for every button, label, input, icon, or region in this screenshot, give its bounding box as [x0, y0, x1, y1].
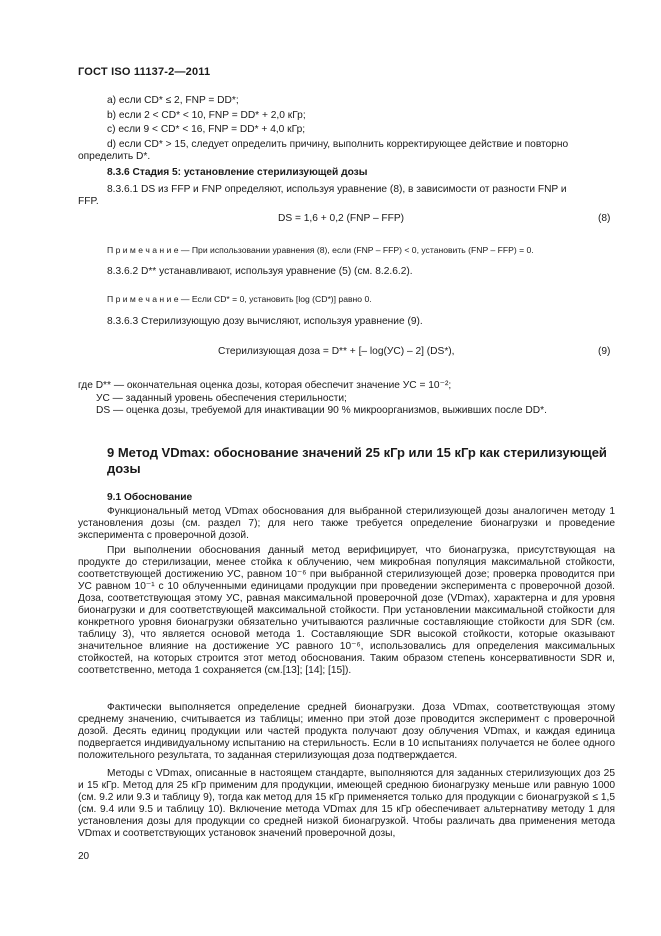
list-item-a: a) если CD* ≤ 2, FNP = DD*; [107, 95, 239, 106]
page-number: 20 [78, 851, 90, 862]
section-9-title-line2: дозы [107, 461, 141, 476]
paragraph-2: При выполнении обоснования данный метод верифицирует, что бионагрузка, присутствующая на продукте до стерилизации, менее стойка к облучению, чем микробная популяция максимальной стойкости, соответствующей достижению УС, равном 10⁻⁶ при выбранной стерилизующей дозе; проверка проводится при УС равном 10⁻¹ с 10 облученными единицами продукции при проведении эксперимента с проверочной дозой. Доза, соответствующая этому УС, равная максимальной проверочной дозе (VDmax), характерна и для уровня бионагрузки и для соответствующей максимальной стойкости. При установлении максимальной стойкости для конкретного уровня бионагрузки обязательно учитываются различные составляющие стойкости для SDR (см. таблицу 3), что является основой метода 1. Составляющие SDR высокой стойкости, которые оказывают значительное влияние на достижение УС равного 10⁻⁶, использовались для определения максимальных стойкостей, на которых строится этот метод обоснования. Таким образом степень консервативности SDR и, соответственно, метода 1 сохраняется (см.[13]; [14]; [15]). [78, 545, 615, 676]
list-item-c: c) если 9 < CD* < 16, FNP = DD* + 4,0 кГр; [107, 124, 306, 135]
where-def-3: DS — оценка дозы, требуемой для инактивации 90 % микроорганизмов, выживших после DD*. [96, 405, 547, 416]
list-item-d-cont: определить D*. [78, 151, 151, 162]
equation-9: Стерилизующая доза = D** + [– log(УС) – 2] (DS*), [218, 346, 455, 357]
section-836-heading: 8.3.6 Стадия 5: установление стерилизующей дозы [107, 167, 368, 178]
para-8363: 8.3.6.3 Стерилизующую дозу вычисляют, используя уравнение (9). [107, 316, 423, 327]
list-item-d: d) если CD* > 15, следует определить причину, выполнить корректирующее действие и повторно [107, 139, 569, 150]
para-8361-line1: 8.3.6.1 DS из FFP и FNP определяют, используя уравнение (8), в зависимости от разности FNP и [107, 184, 567, 195]
where-def-2: УС — заданный уровень обеспечения стерильности; [96, 393, 347, 404]
equation-8: DS = 1,6 + 0,2 (FNP – FFP) [278, 213, 405, 224]
equation-8-number: (8) [598, 213, 611, 224]
para-8361-line2: FFP. [78, 196, 99, 207]
paragraph-4: Методы с VDmax, описанные в настоящем стандарте, выполняются для заданных стерилизующих доз 25 и 15 кГр. Метод для 25 кГр применим для продукции, имеющей среднюю бионагрузку меньше или равную 1000 (см. 9.2 или 9.3 и таблицу 9), тогда как метод для 15 кГр применяется только для продукции с бионагрузкой ≤ 1,5 (см. 9.4 или 9.5 и таблицу 10). Включение метода VDmax для 15 кГр обеспечивает альтернативу методу 1 для установления дозы для продукции со средней низкой бионагрузкой. Чтобы различать два применения метода VDmax и соответствующих установок значений проверочной дозы, [78, 768, 615, 839]
document-header: ГОСТ ISO 11137-2—2011 [78, 66, 211, 78]
where-def-1: где D** — окончательная оценка дозы, которая обеспечит значение УС = 10⁻²; [78, 380, 452, 391]
list-item-b: b) если 2 < CD* < 10, FNP = DD* + 2,0 кГр; [107, 110, 306, 121]
paragraph-1: Функциональный метод VDmax обоснования для выбранной стерилизующей дозы аналогичен методу 1 установления дозы (см. раздел 7); для него также требуется определение бионагрузки и проведение эксперимента с проверочной дозой. [78, 506, 615, 541]
section-9-title-line1: 9 Метод VDmax: обоснование значений 25 кГр или 15 кГр как стерилизующей [107, 445, 607, 460]
note-1: П р и м е ч а н и е — При использовании уравнения (8), если (FNP – FFP) < 0, установить (FNP – FFP) = 0. [107, 245, 534, 255]
section-91-heading: 9.1 Обоснование [107, 492, 193, 503]
para-8362: 8.3.6.2 D** устанавливают, используя уравнение (5) (см. 8.2.6.2). [107, 266, 413, 277]
note-2: П р и м е ч а н и е — Если CD* = 0, установить [log (CD*)] равно 0. [107, 294, 372, 304]
paragraph-3: Фактически выполняется определение средней бионагрузки. Доза VDmax, соответствующая этому среднему значению, считывается из таблицы; именно при этой дозе проводится эксперимент с проверочной дозой. Десять единиц продукции или частей продукта получают дозу облучения VDmax, и каждая единица подвергается индивидуальному испытанию на стерильность. Если в 10 испытаниях получается не более одного положительного результата, то заданная стерилизующая доза подтверждается. [78, 702, 615, 761]
equation-9-number: (9) [598, 346, 611, 357]
